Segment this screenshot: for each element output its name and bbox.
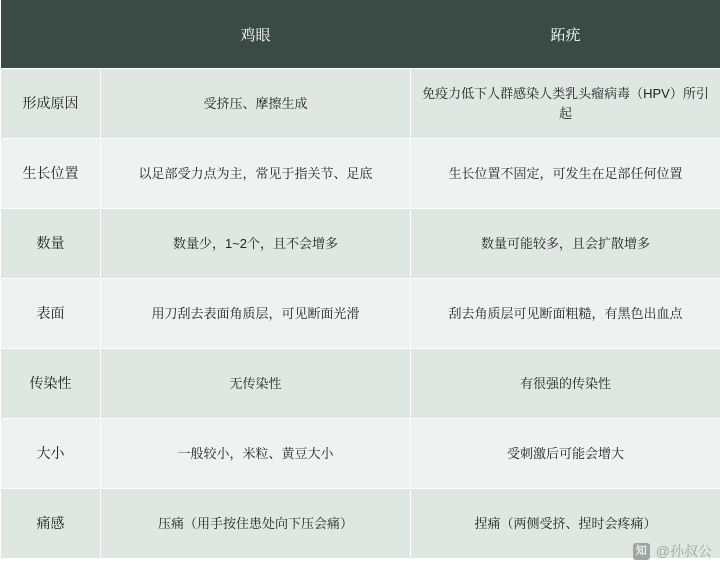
row-cell-col1: 用刀刮去表面角质层，可见断面光滑 [101, 279, 411, 349]
table-row [1, 279, 720, 349]
table-row [1, 69, 720, 139]
watermark-username: @孙叔公 [655, 543, 712, 559]
row-label: 表面 [1, 279, 101, 349]
row-cell-col1: 压痛（用手按住患处向下压会痛） [101, 489, 411, 559]
row-cell-col2: 数量可能较多，且会扩散增多 [411, 209, 720, 279]
table-body [1, 69, 720, 559]
row-cell-col1: 受挤压、摩擦生成 [101, 69, 411, 139]
row-cell-col2: 捏痛（两侧受挤、捏时会疼痛） [411, 489, 720, 559]
row-cell-col2: 生长位置不固定，可发生在足部任何位置 [411, 139, 720, 209]
row-cell-col1: 一般较小，米粒、黄豆大小 [101, 419, 411, 489]
row-label: 形成原因 [1, 69, 101, 139]
row-label: 生长位置 [1, 139, 101, 209]
row-cell-col2: 有很强的传染性 [411, 349, 720, 419]
row-cell-col2: 免疫力低下人群感染人类乳头瘤病毒（HPV）所引起 [411, 69, 720, 139]
table-row [1, 139, 720, 209]
row-label: 数量 [1, 209, 101, 279]
row-label: 传染性 [1, 349, 101, 419]
table-header [1, 0, 720, 69]
table-row [1, 489, 720, 559]
row-cell-col1: 数量少，1~2个，且不会增多 [101, 209, 411, 279]
watermark [633, 541, 712, 561]
zhihu-logo-icon: 知 [633, 543, 650, 560]
row-cell-col1: 无传染性 [101, 349, 411, 419]
row-label: 痛感 [1, 489, 101, 559]
row-cell-col1: 以足部受力点为主，常见于指关节、足底 [101, 139, 411, 209]
table-row [1, 349, 720, 419]
row-cell-col2: 受刺激后可能会增大 [411, 419, 720, 489]
row-cell-col2: 刮去角质层可见断面粗糙，有黑色出血点 [411, 279, 720, 349]
table-row [1, 209, 720, 279]
table-row [1, 419, 720, 489]
table-header-col2: 跖疣 [411, 0, 720, 69]
row-label: 大小 [1, 419, 101, 489]
table-header-col1: 鸡眼 [101, 0, 411, 69]
table-header-row [1, 0, 720, 69]
table-header-corner [1, 0, 101, 69]
